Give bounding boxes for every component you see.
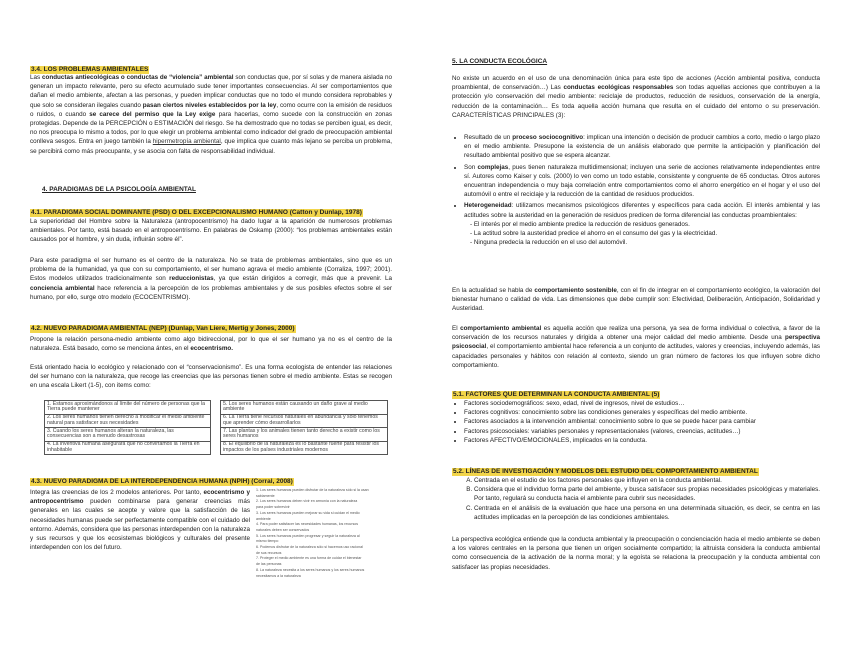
scale-item: 4. La inventiva humana asegurará que no convirtamos la Tierra en inhabitable	[45, 441, 211, 455]
list-item: A. Centrada en el estudio de los factores personales que influyen en la conducta ambiental.	[474, 476, 820, 485]
bold-text: pasan ciertos niveles establecidos por la ley	[142, 101, 277, 109]
scale-line: ambiente	[256, 516, 271, 521]
bold-text: complejas	[477, 163, 509, 171]
text: , que implica que cuanto más lejano se perciba un problema, se percibirá como más preocupante, y se asocia con falta de responsabilidad individual.	[30, 138, 392, 155]
bold-text: ecocentrismo y antropocentrismo	[30, 489, 251, 506]
table-row	[221, 441, 388, 455]
bold-text: ecocentrismo.	[190, 345, 234, 353]
table-row	[221, 428, 388, 442]
table-row	[45, 441, 211, 455]
text: : utilizamos mecanismos psicológicos diferentes y específicos para cada acción. El interés ambiental y las actitudes sobre la austeridad en la generación de residuos predicen de forma diferencial las conductas proambientales:	[464, 202, 820, 219]
hipermetropia-link[interactable]: hipermetropía ambiental	[152, 138, 221, 146]
bold-text: Heterogeneidad	[464, 202, 512, 210]
paragraph-comportamiento-ambiental	[452, 324, 820, 370]
table-row	[45, 414, 211, 428]
heading-5: 5. LA CONDUCTA ECOLÓGICA	[452, 58, 548, 65]
bold-text: comportamiento sostenible	[534, 287, 617, 294]
list-item: • Factores cognitivos: conocimiento sobre las condiciones generales y específicas del medio ambiente.	[464, 408, 820, 417]
scale-line: 1. Los seres humanos pueden disfrutar de la naturaleza sólo si la usan	[256, 488, 369, 492]
scale-line: sabiamente	[256, 493, 275, 498]
paragraph-npih	[30, 488, 250, 552]
list-item: - La actitud sobre la austeridad predice el ahorro en el consumo del gas y la electricidad.	[470, 229, 820, 238]
nep-scale-right	[220, 400, 388, 455]
list-item: B. Considera que el individuo forma parte del ambiente, y busca satisfacer sus propias necesidades psicológicas y materiales. Por tanto, regulará su conducta hacia el ambiente para cubrir sus necesidades.	[474, 485, 820, 503]
text: Propone la relación persona-medio ambiente como algo bidireccional, por lo que el ser humano ya no es el centro de la naturaleza. Está basado, como se menciona ántes, en el	[30, 336, 392, 353]
text: son todas aquellas acciones que contribuyen a la protección y/o conservación del medio ambiente: reciclaje de productos, reducción de residuos, conservación de la energía, reducción de la contaminación… Es toda aquella acción humana que resulta en el cuidado del entorno o su preservación. CARACTERÍSTICAS PRINCIPALES (3):	[452, 84, 820, 119]
characteristics-list	[452, 133, 820, 247]
list-item: C. Centrada en el análisis de la evaluación que hace una persona en una determinada situación, es decir, se centra en las actitudes implicadas en la percepción de las condiciones ambientales.	[474, 504, 820, 522]
bold-text: comportamiento ambiental	[460, 325, 542, 332]
paragraph-nep-2: Está orientado hacia lo ecológico y relacionado con el “conservacionismo”. Es una forma ecologista de entender las relaciones del ser humano con la naturaleza, que recoge las creencias que las personas tienen sobre el medio ambiente. Estas se recogen en una escala Likert (1-5), con items como:	[30, 364, 392, 390]
paragraph-perspectiva-ecologica: La perspectiva ecológica entiende que la conducta ambiental y la preocupación o concienciación hacia el medio ambiente se deben a los valores centrales en la persona que tienen un origen socialmente compartido; la altruista considera la conducta ambiental como consecuencia de la activación de la norma moral; y la egoísta se relaciona la preocupación y la conducta ambiental con satisfacer las propias necesidades.	[452, 536, 820, 571]
scale-line: 7. Proteger el medio ambiente es una forma de cuidar el bienestar	[256, 556, 362, 561]
text: hace referencia a la percepción de los problemas ambientales y de sus posibles efectos sobre el ser humano, por ello, surge otro modelo (ECOCENTRISMO).	[30, 284, 392, 301]
heading-4-2-text: 4.2. NUEVO PARADIGMA AMBIENTAL (NEP) (Dunlap, Van Liere, Mertig y Jones, 2000)	[31, 325, 295, 332]
heading-5-2-text: 5.2. LÍNEAS DE INVESTIGACIÓN Y MODELOS DEL ESTUDIO DEL COMPORTAMIENTO AMBIENTAL	[453, 468, 758, 475]
scale-line: 6. Podemos disfrutar de la naturaleza sólo si hacemos uso racional	[256, 545, 363, 550]
scale-line: 2. Los seres humanos deben vivir en armonía con la naturaleza	[256, 499, 358, 504]
list-item: • Factores AFECTIVO/EMOCIONALES, implicados en la conducta.	[464, 436, 820, 445]
text: , pues tienen naturaleza multidimensional; incluyen una serie de acciones relativamente independientes entre sí. Autores como Kaiser y cols. (2000) lo ven como un todo estable, consistente y congruente de 65 conductas. Otros autores encuentran independencia o muy baja correlación entre comportamientos como el ahorro energético en el hogar y el uso del automóvil o entre el reciclaje y la reducción de la cantidad de residuos producidos.	[464, 163, 820, 199]
heading-4-2	[30, 317, 392, 335]
scale-item: 1. Estamos aproximándonos al límite del número de personas que la Tierra puede mantener	[45, 401, 211, 415]
text: , el comportamiento ambiental hace referencia a un conjunto de actitudes, valores y creencias, incluyendo además, las capacidades personales y hábitos con relación al contexto, siendo un gran número de factores los que influyen sobre dicho comportamiento.	[452, 343, 820, 369]
scale-line: 4. Para poder satisfacer las necesidades humanas, los recursos	[256, 522, 359, 527]
scale-item: 7. Las plantas y los animales tienen tanto derecho a existir como los seres humanos	[221, 428, 388, 442]
paragraph-nep-1	[30, 335, 392, 353]
text: El	[452, 325, 461, 332]
scale-item: 8. El equilibrio de la naturaleza es lo bastante fuerte para resistir los impactos de los países industriales modernos	[221, 441, 388, 455]
scale-line: de sus recursos	[256, 550, 282, 555]
scale-line: para poder sobrevivir	[256, 505, 290, 510]
npih-scale-thumbnail	[256, 488, 392, 600]
scale-line: necesitamos a la naturaleza	[256, 573, 301, 578]
table-row	[221, 414, 388, 428]
research-lines-list	[452, 476, 820, 522]
text: son conductas que, por sí solas y de manera aislada no generan un impacto relevante, pero su efecto acumulado sude tener importantes consecuencias. Al ser comportamientos que dañan el medio ambiente, afectan a las personas, y pueden implicar conductas que no todo el mundo considera reprobables y que solo se consideran ilegales cuando	[30, 74, 392, 109]
text: , como ocurre con la emisión de residuos o ruidos, o cuando	[30, 101, 392, 118]
text: , ya que están dirigidos a corregir, más que a prevenir. La	[213, 275, 393, 283]
text: No existe un acuerdo en el uso de una denominación única para este tipo de acciones (Acción ambiental positiva, conducta proambiental, de conservación…) Las	[452, 75, 820, 92]
list-item	[464, 163, 820, 200]
list-item: • Factores psicosociales: variables personales y representacionales (valores, creencias, actitudes…)	[464, 427, 820, 436]
text: Resultado de un	[464, 134, 513, 141]
list-item	[464, 133, 820, 161]
heading-4: 4. PARADIGMAS DE LA PSICOLOGÍA AMBIENTAL	[42, 186, 196, 193]
factors-list	[452, 399, 820, 445]
list-item: - El interés por el medio ambiente predice la reducción de residuos generados.	[470, 220, 820, 229]
text: para hacerlas, como sucede con la construcción en zonas protegidas. Depende de la PERCEPCIÓN o ESTIMACIÓN del riesgo. Se ha demostrado que no todas se perciben igual, es decir, no nos preocupa lo mismo a todos, por lo que elegir un problema ambiental como indicador del grado de preocupación ambiental conlleva sesgos. Entra en juego también la	[30, 110, 393, 146]
paragraph-problemas-ambientales	[30, 73, 392, 156]
scale-item: 2. Los seres humanos tienen derecho a modificar el medio ambiente natural para satisfacer sus necesidades	[45, 414, 211, 428]
scale-line: 8. La naturaleza necesita a los seres humanos y los seres humanos	[256, 567, 365, 572]
bold-text: proceso sociocognitivo	[512, 134, 584, 141]
table-row	[221, 401, 388, 415]
bold-text: reduccionistas	[169, 275, 214, 283]
bold-text: se carece del permiso que la Ley exige	[89, 110, 216, 118]
paragraph-psd-1: La superioridad del Hombre sobre la Naturaleza (antropocentrismo) ha dado lugar a la aparición de numerosos problemas ambientales. Por tanto, está basado en el antropocentrismo. En palabras de Oskamp (2000): “los problemas ambientales están causados por el hombre, y sin duda, influirán sobre él”.	[30, 218, 392, 244]
scale-item: 3. Cuando los seres humanos alteran la naturaleza, las consecuencias son a menudo desastrosas	[45, 428, 211, 442]
list-item: - Ninguna predecía la reducción en el uso del automóvil.	[470, 238, 820, 247]
bold-text: perspectiva psicosocial	[452, 334, 820, 351]
scale-line: mismo tiempo	[256, 539, 279, 544]
table-row	[45, 401, 211, 415]
text: : implican una intención o decisión de producir cambios a corto, medio o largo plazo en el medio ambiente. Presupone la existencia de un análisis elaborado que permite la anticipación y planificación del resultado ambiental positivo que se espera alcanzar.	[464, 134, 820, 160]
heading-3-4-text: 3.4. LOS PROBLEMAS AMBIENTALES	[31, 66, 149, 73]
heading-5-1-text: 5.1. FACTORES QUE DETERMINAN LA CONDUCTA AMBIENTAL (5)	[453, 391, 660, 398]
bold-text: conductas ecológicas responsables	[563, 84, 674, 92]
text: Para este paradigma el ser humano es el centro de la naturaleza. No se trata de problemas ambientales, sino que es un problema de la humanidad, ya que con su comportamiento, el ser humano agrava el medio ambiente (Corraliza, 1997; 2001). Estos modelos utilizados tradicionalmente son	[30, 257, 392, 283]
text: Integra las creencias de los 2 modelos anteriores. Por tanto,	[30, 489, 204, 496]
heading-4-1-text: 4.1. PARADIGMA SOCIAL DOMINANTE (PSD) O DEL EXCEPCIONALISMO HUMANO (Catton y Dunlap, 1978)	[31, 209, 362, 216]
paragraph-sostenible	[452, 286, 820, 314]
table-row	[45, 428, 211, 442]
list-item	[464, 201, 820, 247]
text: , con el fin de integrar en el comportamiento ecológico, la valoración del bienestar humano o calidad de vida. Las dimensiones que debe cumplir son: Efectividad, Deliberación, Anticipación, Solidaridad y Austeridad.	[452, 287, 820, 313]
heading-4-3-text: 4.3. NUEVO PARADIGMA DE LA INTERDEPENDENCIA HUMANA (NPIH) (Corral, 2008)	[31, 478, 293, 485]
text: En la actualidad se habla de	[452, 287, 535, 294]
scale-line: de las personas	[256, 562, 282, 567]
scale-line: 5. Los seres humanos pueden progresar y seguir la naturaleza al	[256, 533, 360, 538]
scale-line: 3. Los seres humanos pueden mejorar su vida si cuidan el medio	[256, 510, 360, 515]
text: pueden combinarse para generar creencias más generales en las cuales se acepte y valore que la satisfacción de las necesidades humanas puede ser perfectamente compatible con el cuidado del entorno. Además, considera que las personas interdependen con la naturaleza y sus recursos y que los ecosistemas biológicos y culturales del presente interdependen con los del futuro.	[30, 498, 250, 552]
text: es aquella acción que realiza una persona, ya sea de forma individual o colectiva, a favor de la conservación de los recursos naturales y dirigida a obtener una mejor calidad del medio ambiente. Desde una	[452, 325, 820, 342]
list-item: • Factores sociodemográficos: sexo, edad, nivel de ingresos, nivel de estudios…	[464, 399, 820, 408]
paragraph-psd-2	[30, 256, 392, 302]
paragraph-conducta-1	[452, 74, 820, 120]
text: Las	[30, 74, 42, 81]
text: Son	[464, 163, 478, 171]
scale-item: 5. Los seres humanos están causando un daño grave al medio ambiente	[221, 401, 388, 415]
nep-scale-left	[44, 400, 211, 455]
scale-line: naturales deben ser conservados	[256, 527, 310, 532]
list-item: • Factores asociados a la intervención ambiental: conocimiento sobre lo que se puede hacer para cambiar	[464, 417, 820, 426]
bold-text: conciencia ambiental	[30, 284, 95, 292]
bold-text: conductas antiecológicas o conductas de “violencia” ambiental	[42, 74, 234, 81]
heading-4-3	[30, 470, 392, 488]
heterogeneity-sublist	[464, 220, 820, 248]
scale-item: 6. La Tierra tiene recursos naturales en abundancia y sólo tenemos que aprender cómo desarrollarlos	[221, 414, 388, 428]
